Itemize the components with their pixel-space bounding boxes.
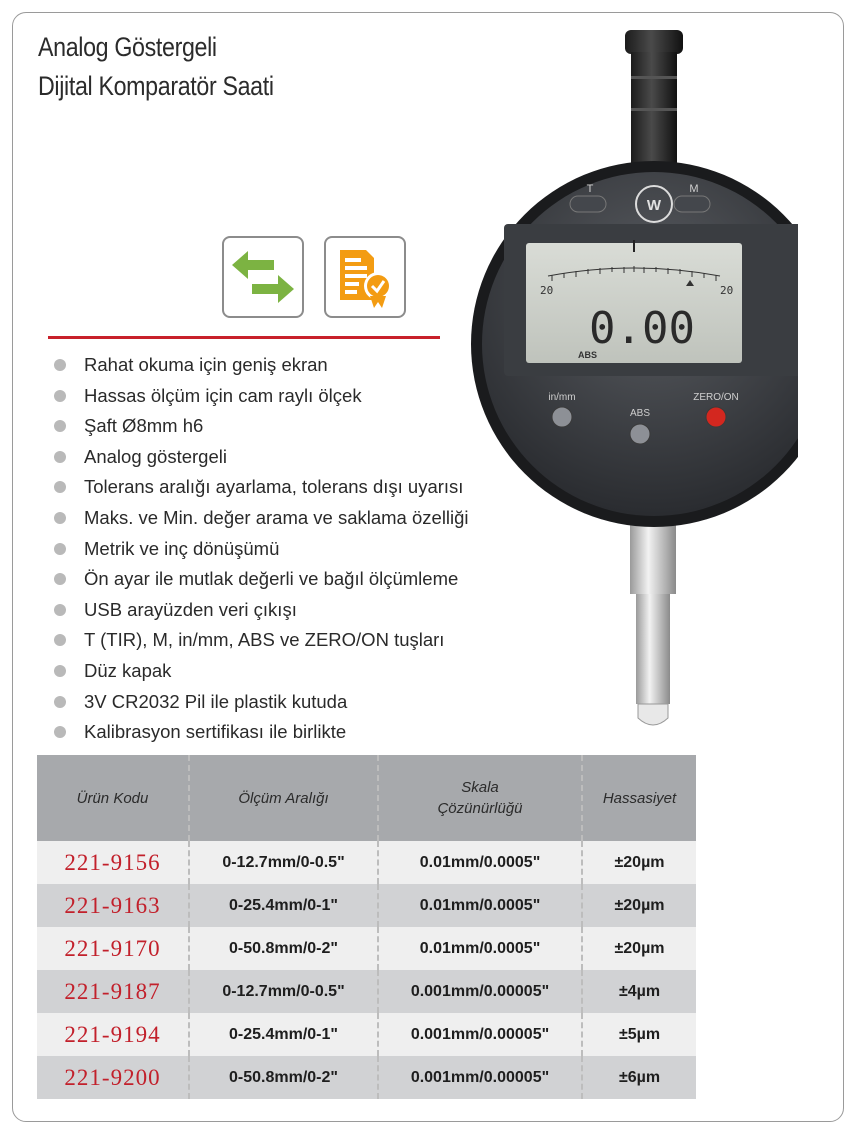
- product-code-cell: 221-9156: [37, 841, 189, 884]
- table-row: [37, 927, 696, 970]
- resolution-cell: 0.001mm/0.00005": [378, 1013, 582, 1056]
- feature-text: Maks. ve Min. değer arama ve saklama özelliği: [84, 506, 469, 528]
- product-code-cell: 221-9187: [37, 970, 189, 1013]
- feature-text: Hassas ölçüm için cam raylı ölçek: [84, 384, 362, 406]
- resolution-cell: 0.001mm/0.00005": [378, 970, 582, 1013]
- abs-button-label: ABS: [629, 408, 651, 419]
- product-code-cell: 221-9170: [37, 927, 189, 970]
- header-product-code: Ürün Kodu: [37, 755, 189, 841]
- title-line-2: Dijital Komparatör Saati: [38, 71, 274, 101]
- resolution-cell: 0.01mm/0.0005": [378, 884, 582, 927]
- accuracy-cell: ±20µm: [582, 884, 696, 927]
- accuracy-cell: ±5µm: [582, 1013, 696, 1056]
- bullet-icon: [54, 604, 66, 616]
- table-row: [37, 970, 696, 1013]
- feature-item: [52, 656, 469, 687]
- m-button-label: M: [689, 183, 699, 195]
- feature-text: Kalibrasyon sertifikası ile birlikte: [84, 721, 347, 743]
- feature-text: Tolerans aralığı ayarlama, tolerans dışı uyarısı: [84, 476, 464, 498]
- resolution-cell: 0.001mm/0.00005": [378, 1056, 582, 1099]
- scale-left-label: 20: [540, 284, 554, 297]
- bullet-icon: [54, 359, 66, 371]
- feature-item: [52, 595, 469, 626]
- table-row: [37, 1013, 696, 1056]
- product-title: [38, 28, 274, 106]
- product-code-cell: 221-9200: [37, 1056, 189, 1099]
- zero-on-button-label: ZERO/ON: [693, 392, 739, 403]
- section-divider: [48, 336, 440, 339]
- accuracy-cell: ±20µm: [582, 841, 696, 884]
- bullet-icon: [54, 696, 66, 708]
- table-header-row: [37, 755, 696, 841]
- inmm-button-label: in/mm: [548, 392, 576, 403]
- svg-text:W: W: [646, 197, 662, 214]
- zero-on-button[interactable]: [706, 407, 726, 427]
- bullet-icon: [54, 481, 66, 493]
- measuring-range-cell: 0-25.4mm/0-1": [189, 1013, 378, 1056]
- header-resolution-line-2: Çözünürlüğü: [437, 800, 523, 817]
- feature-text: Düz kapak: [84, 659, 172, 681]
- bullet-icon: [54, 634, 66, 646]
- measuring-range-cell: 0-50.8mm/0-2": [189, 1056, 378, 1099]
- lcd-mode: ABS: [578, 350, 598, 360]
- feature-text: Rahat okuma için geniş ekran: [84, 354, 328, 375]
- bullet-icon: [54, 573, 66, 585]
- header-measuring-range: Ölçüm Aralığı: [189, 755, 378, 841]
- feature-item: [52, 687, 469, 718]
- calibration-certificate-icon: [324, 236, 406, 318]
- measuring-range-cell: 0-25.4mm/0-1": [189, 884, 378, 927]
- measuring-range-cell: 0-12.7mm/0-0.5": [189, 970, 378, 1013]
- digital-indicator-illustration: [468, 28, 798, 743]
- bullet-icon: [54, 665, 66, 677]
- feature-text: Ön ayar ile mutlak değerli ve bağıl ölçümleme: [84, 568, 459, 590]
- table-row: [37, 841, 696, 884]
- feature-item: [52, 503, 469, 534]
- data-transfer-arrows-icon: [222, 236, 304, 318]
- lcd-reading: 0.00: [589, 303, 695, 354]
- feature-list: [52, 350, 469, 748]
- scale-right-label: 20: [720, 284, 734, 297]
- table-row: [37, 884, 696, 927]
- m-button[interactable]: [674, 196, 710, 212]
- header-resolution: [378, 755, 582, 841]
- feature-item: [52, 381, 469, 412]
- feature-item: [52, 472, 469, 503]
- feature-item: [52, 534, 469, 565]
- bullet-icon: [54, 543, 66, 555]
- bullet-icon: [54, 726, 66, 738]
- feature-item: [52, 350, 469, 381]
- product-code-cell: 221-9163: [37, 884, 189, 927]
- feature-text: USB arayüzden veri çıkışı: [84, 598, 297, 620]
- product-code-cell: 221-9194: [37, 1013, 189, 1056]
- table-row: [37, 1056, 696, 1099]
- feature-item: [52, 717, 469, 748]
- inmm-button[interactable]: [552, 407, 572, 427]
- accuracy-cell: ±6µm: [582, 1056, 696, 1099]
- feature-text: Şaft Ø8mm h6: [84, 415, 204, 437]
- feature-item: [52, 442, 469, 473]
- header-resolution-line-1: Skala: [461, 779, 499, 796]
- feature-item: [52, 411, 469, 442]
- t-button-label: T: [586, 183, 594, 195]
- resolution-cell: 0.01mm/0.0005": [378, 927, 582, 970]
- t-button[interactable]: [570, 196, 606, 212]
- feature-text: T (TIR), M, in/mm, ABS ve ZERO/ON tuşları: [84, 629, 445, 651]
- title-line-1: Analog Göstergeli: [38, 32, 217, 62]
- bullet-icon: [54, 390, 66, 402]
- feature-text: Analog göstergeli: [84, 445, 227, 467]
- header-accuracy: Hassasiyet: [582, 755, 696, 841]
- feature-item: [52, 625, 469, 656]
- measuring-range-cell: 0-12.7mm/0-0.5": [189, 841, 378, 884]
- accuracy-cell: ±4µm: [582, 970, 696, 1013]
- specification-table: [37, 755, 696, 1099]
- measuring-range-cell: 0-50.8mm/0-2": [189, 927, 378, 970]
- bullet-icon: [54, 512, 66, 524]
- feature-text: Metrik ve inç dönüşümü: [84, 537, 280, 559]
- feature-text: 3V CR2032 Pil ile plastik kutuda: [84, 690, 348, 712]
- feature-item: [52, 564, 469, 595]
- resolution-cell: 0.01mm/0.0005": [378, 841, 582, 884]
- abs-button[interactable]: [630, 424, 650, 444]
- accuracy-cell: ±20µm: [582, 927, 696, 970]
- bullet-icon: [54, 451, 66, 463]
- bullet-icon: [54, 420, 66, 432]
